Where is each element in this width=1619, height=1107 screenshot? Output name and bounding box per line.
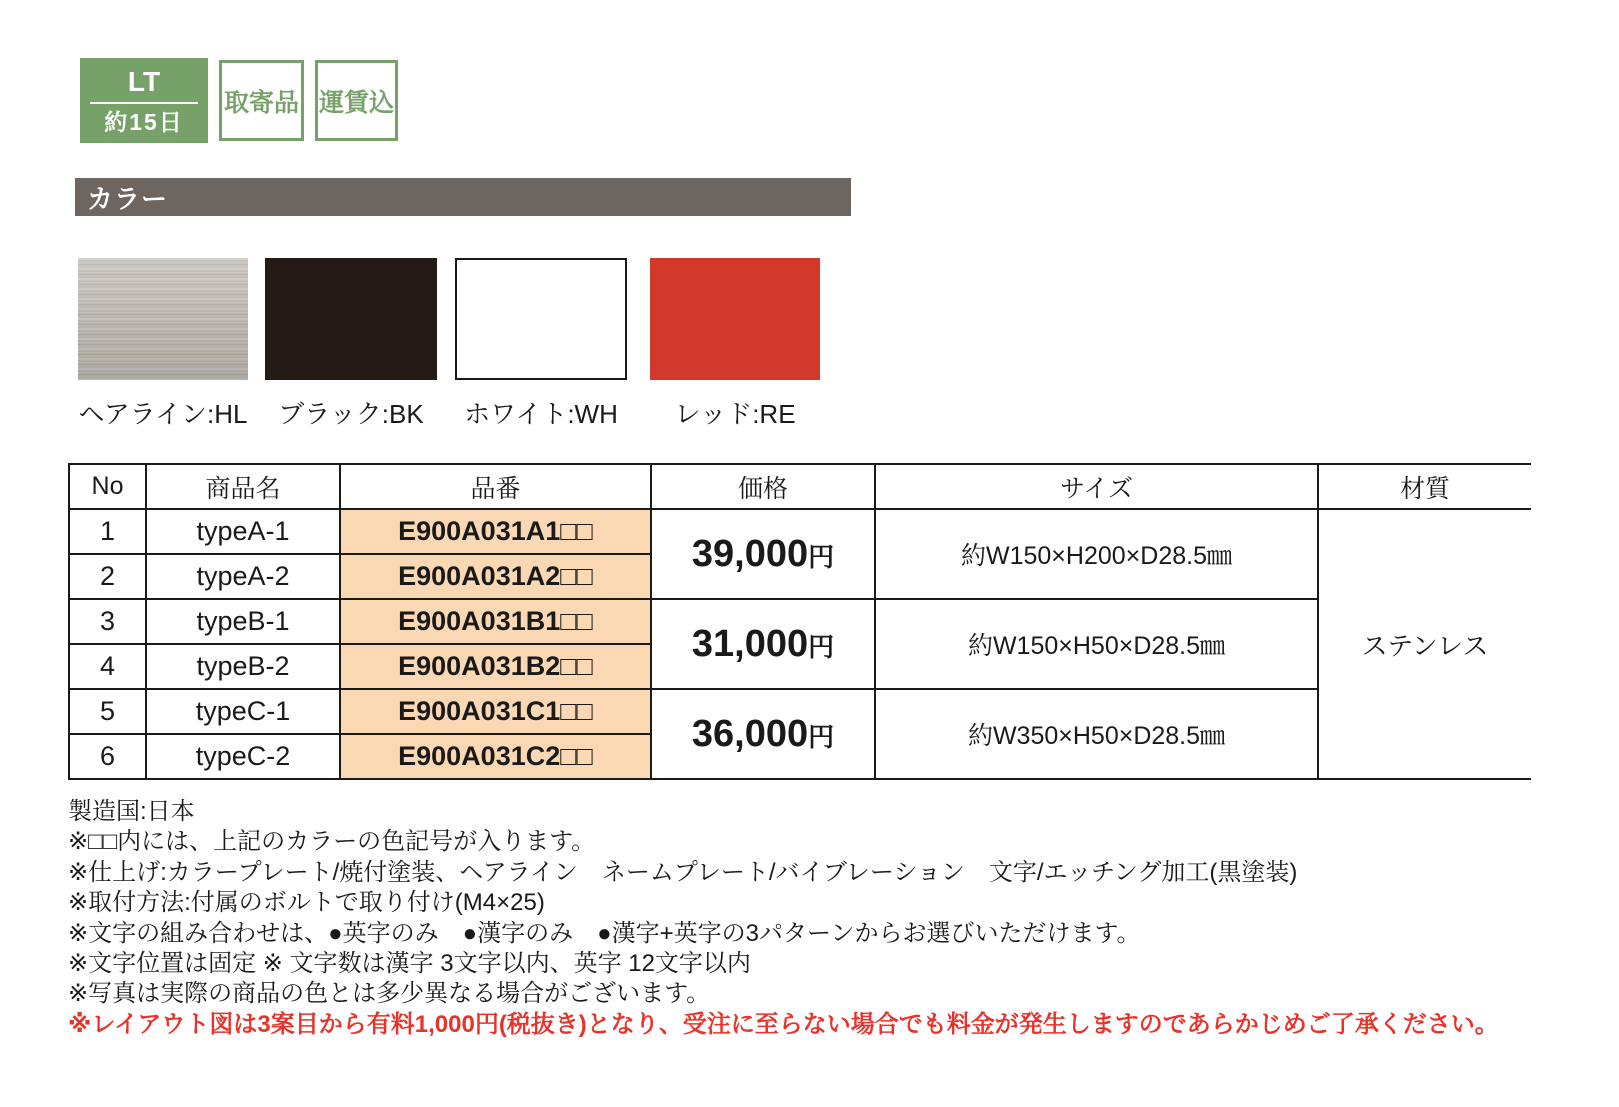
part-number: E900A031A2□□ [340,554,651,599]
table-row [69,599,1531,644]
red-swatch [650,258,820,380]
swatch-block-hairline [78,258,248,431]
header-product-name: 商品名 [146,464,340,509]
swatch-label: ホワイト:WH [464,399,618,429]
note-character-combinations: ※文字の組み合わせは、●英字のみ ●漢字のみ ●漢字+英字の3パターンからお選びいただけます。 [68,919,1141,947]
product-name: typeB-2 [146,644,340,689]
price-unit: 円 [808,631,835,662]
swatch-label: ヘアライン:HL [78,399,248,429]
price-amount: 36,000 [691,712,809,755]
header-material: 材質 [1318,464,1531,509]
note-finish: ※仕上げ:カラープレート/焼付塗装、ヘアライン ネームプレート/バイブレーション 文字/エッチング加工(黒塗装) [68,858,1298,886]
part-number: E900A031B1□□ [340,599,651,644]
row-no: 3 [69,599,146,644]
product-name: typeC-1 [146,689,340,734]
price-cell [651,689,875,779]
header-no: No [69,464,146,509]
header-part-number: 品番 [340,464,651,509]
row-no: 5 [69,689,146,734]
freight-included-badge: 運賃込 [315,60,398,141]
color-section-title: カラー [75,178,851,216]
badge-divider [90,102,198,104]
material-cell: ステンレス [1318,509,1531,779]
note-country-of-origin: 製造国:日本 [68,798,195,825]
lead-time-label: LT [127,65,161,97]
row-no: 4 [69,644,146,689]
note-mounting: ※取付方法:付属のボルトで取り付け(M4×25) [68,889,545,917]
hairline-swatch [78,258,248,380]
price-amount: 39,000 [691,532,809,575]
part-number: E900A031B2□□ [340,644,651,689]
footer-notes [68,797,1499,1040]
part-number: E900A031C1□□ [340,689,651,734]
row-no: 1 [69,509,146,554]
row-no: 6 [69,734,146,779]
swatch-block-black [265,258,437,431]
product-name: typeB-1 [146,599,340,644]
black-swatch [265,258,437,380]
product-name: typeC-2 [146,734,340,779]
header-size: サイズ [875,464,1318,509]
price-cell [651,509,875,599]
white-swatch [455,258,627,380]
swatch-label: ブラック:BK [278,399,424,429]
price-amount: 31,000 [691,622,809,665]
note-color-code: ※□□内には、上記のカラーの色記号が入ります。 [68,828,596,856]
product-table [68,463,1531,780]
lead-time-days: 約15日 [104,108,184,135]
table-header-row [69,464,1531,509]
size-cell: 約W350×H50×D28.5㎜ [875,689,1318,779]
price-cell [651,599,875,689]
part-number: E900A031A1□□ [340,509,651,554]
row-no: 2 [69,554,146,599]
price-unit: 円 [808,541,835,572]
lead-time-badge [80,58,208,143]
price-unit: 円 [808,721,835,752]
product-name: typeA-2 [146,554,340,599]
table-row [69,689,1531,734]
table-row [69,509,1531,554]
part-number: E900A031C2□□ [340,734,651,779]
product-name: typeA-1 [146,509,340,554]
backorder-badge: 取寄品 [219,60,304,141]
size-cell: 約W150×H50×D28.5㎜ [875,599,1318,689]
note-character-limits: ※文字位置は固定 ※ 文字数は漢字 3文字以内、英字 12文字以内 [68,950,751,978]
header-price: 価格 [651,464,875,509]
swatch-block-red [650,258,820,431]
swatch-label: レッド:RE [674,399,796,429]
swatch-block-white [455,258,627,431]
note-photo-disclaimer: ※写真は実際の商品の色とは多少異なる場合がございます。 [68,980,711,1008]
size-cell: 約W150×H200×D28.5㎜ [875,509,1318,599]
note-layout-fee-warning: ※レイアウト図は3案目から有料1,000円(税抜き)となり、受注に至らない場合でも料金が発生しますのであらかじめご了承ください。 [68,1010,1499,1038]
